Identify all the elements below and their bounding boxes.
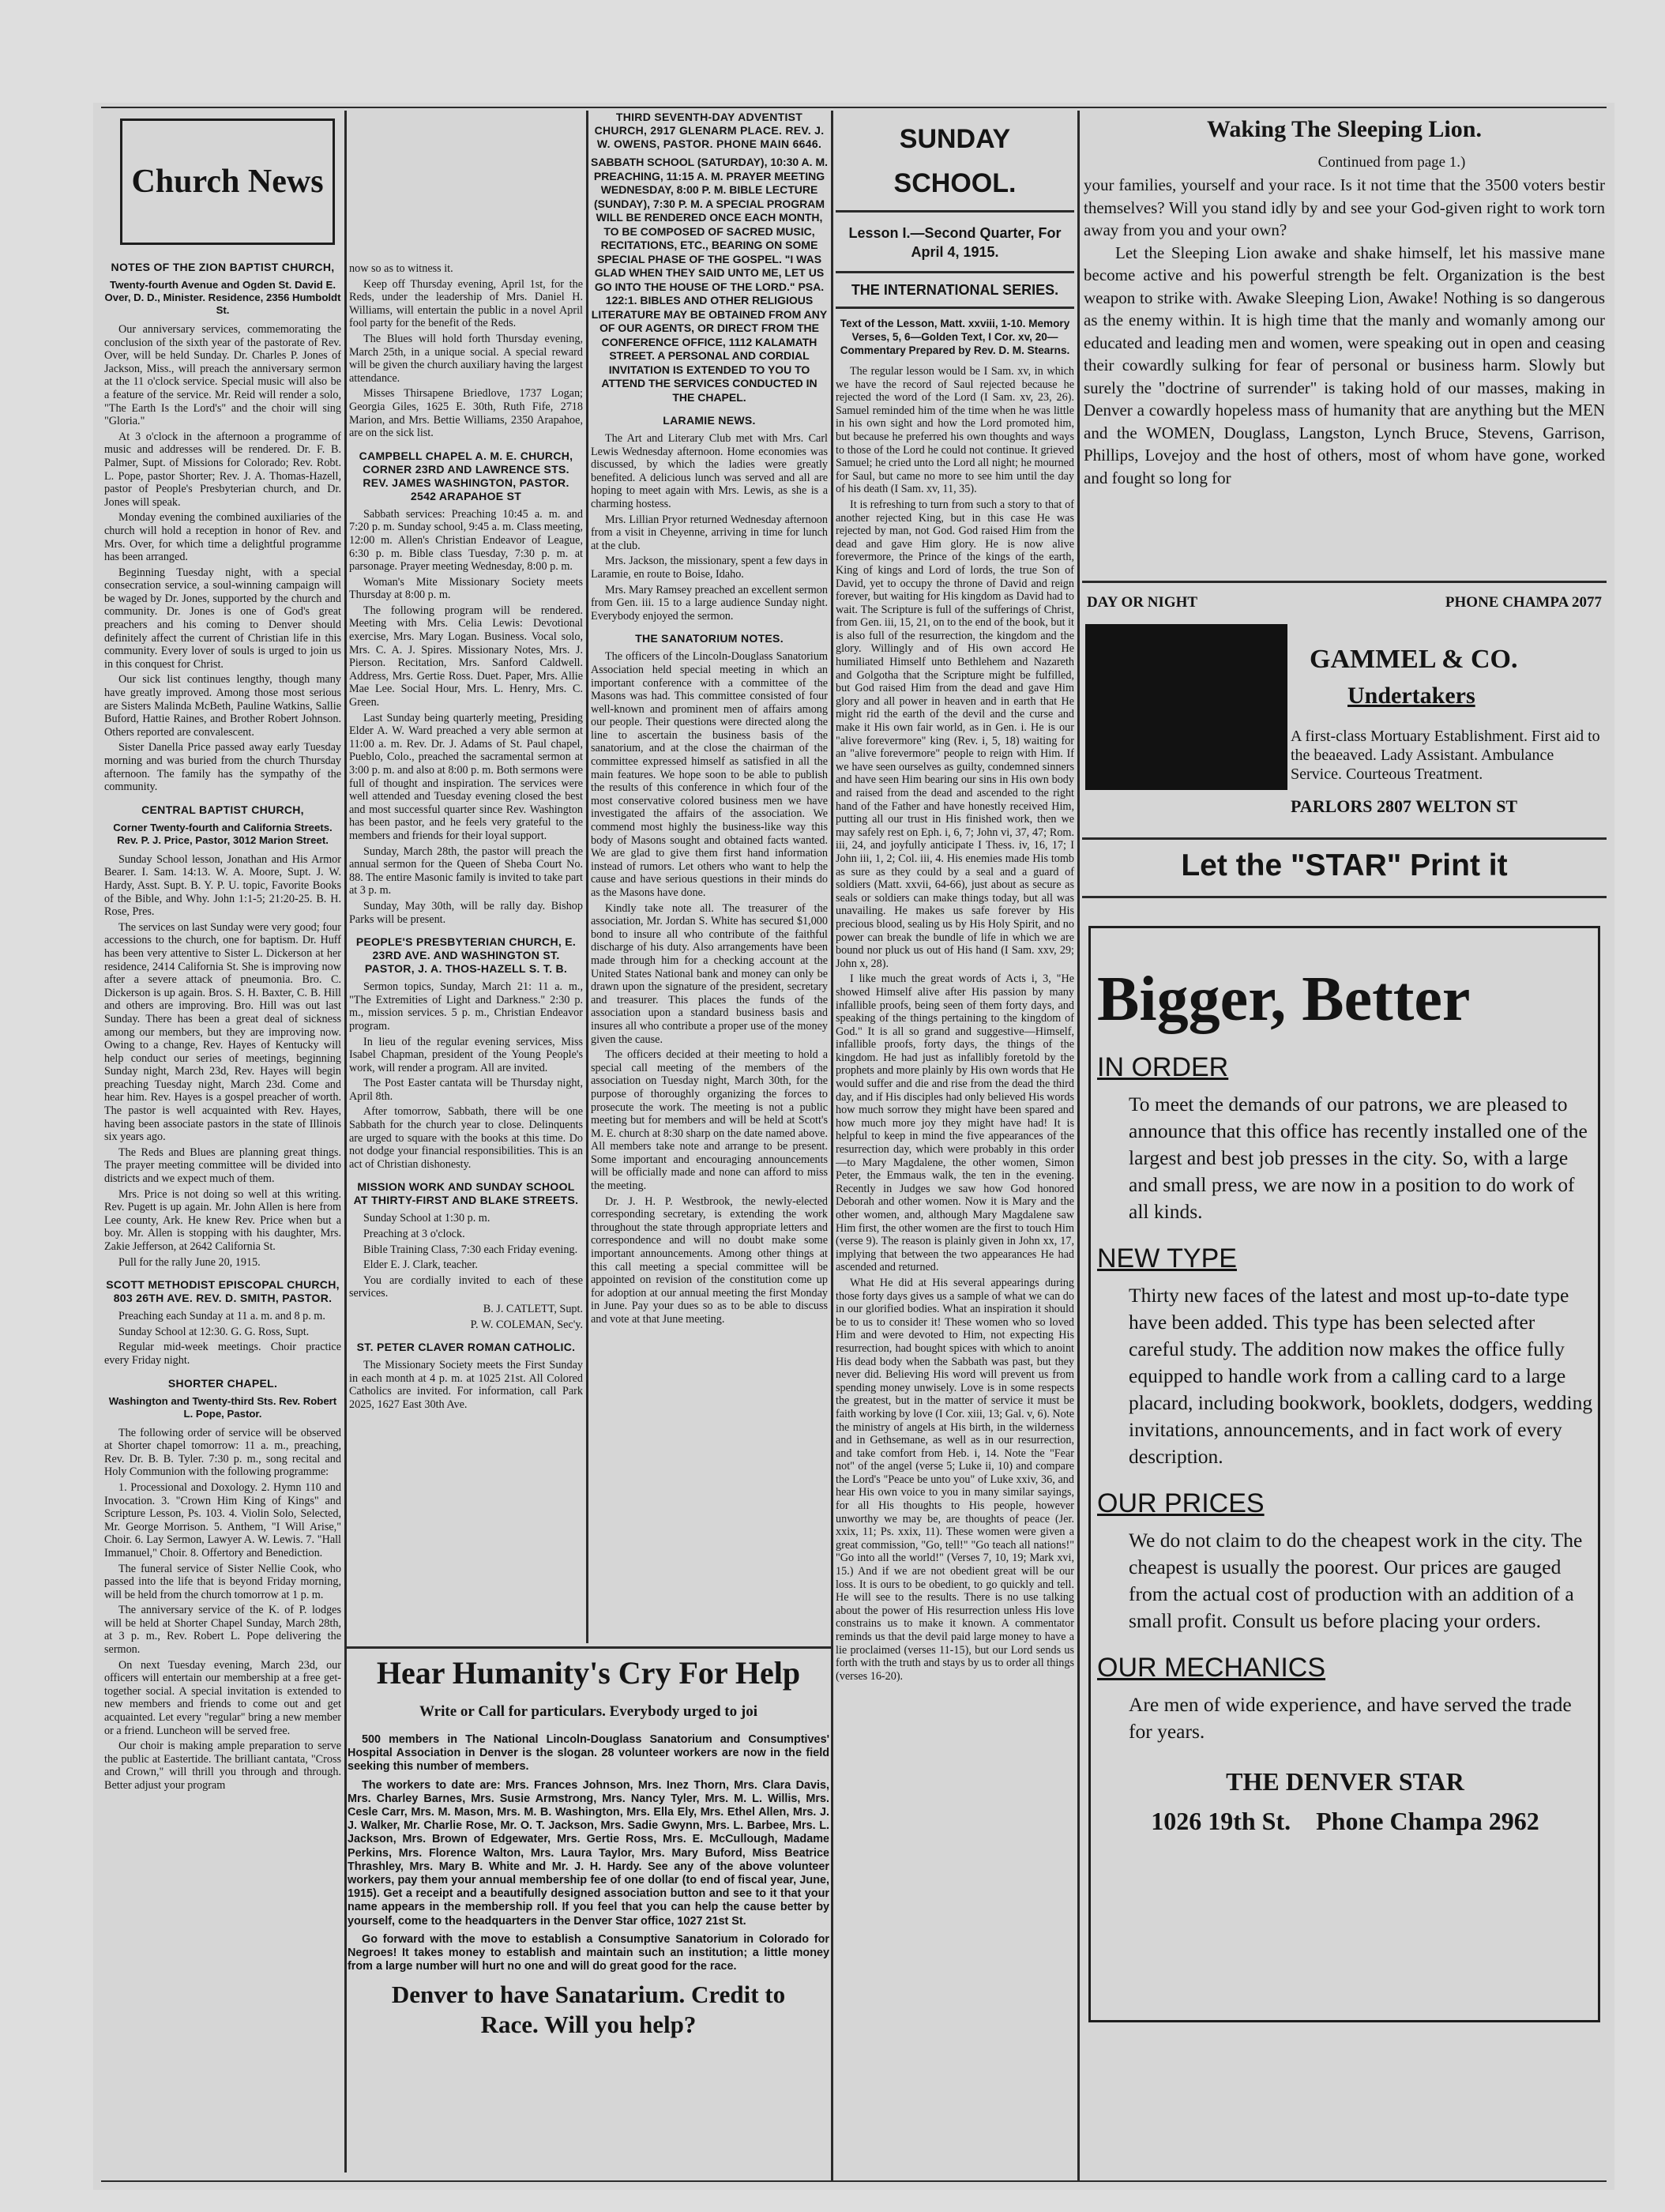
zion-heading: NOTES OF THE ZION BAPTIST CHURCH,: [111, 261, 335, 273]
lesson-paragraph: I like much the great words of Acts i, 3, "He showed Himself alive after His passion by many infallible proofs, being seen of them forty days, and speaking of the things pertaining to the kingdom of God." It is all so grand and suggestive—Himself, infallible proofs, forty days, the things of the kingdom. He had just as infallibly foretold by the prophets and more plainly by His own words that He would suffer and die and rise from the dead the third day, and if His disciples had only believed His words how much sorrow they might have been spared and how much more joy they might have had! It is helpful to keep in mind the five appearances of the resurrection day, which were probably in this order—to Mary Magdalene, the other women, Simon Peter, the Emmaus walk, the ten in the evening. Recently in Judges we saw how God honored Deborah and other women. Now it is Mary and the other women, and, although Mary Magdalene saw Him first, the other women are the first to touch Him (verse 9). The reason is plainly given in John xx, 17, implying that between the two appearances He had ascended and returned.: [836, 972, 1074, 1274]
mission-signature: P. W. COLEMAN, Sec'y.: [470, 1318, 583, 1331]
sanatorium-heading: THE SANATORIUM NOTES.: [635, 632, 784, 645]
humanity-paragraph: The workers to date are: Mrs. Frances Johnson, Mrs. Inez Thorn, Mrs. Clara Davis, Mrs. Charley Barnes, Mrs. Susie Armstrong, Mrs. Nancy Tyler, Mrs. M. L. Willis, Mrs. Cesle Carr, Mrs. M. Mason, Mrs. M. B. Washington, Mrs. Ella Ely, Mrs. Ethel Allen, Mrs. J. J. Walker, Mr. Charlie Rose, Mr. O. T. Jackson, Mrs. Sadie Gwynn, Mrs. L. Barbee, Mrs. L. Jackson, Mrs. Brown of Edgewater, Mrs. Gertie Ross, Mrs. E. McCullough, Madame Perkins, Mrs. Florence Walton, Mrs. Laura Taylor, Mrs. Mary Buford, Miss Beatrice Thrashley, Mrs. Mary B. White and Mr. J. H. Hardy. See any of the above volunteer workers, pay them your annual membership fee of one dollar (to end of fiscal year, June, 1915). Get a receipt and a beautifully designed association button and see to it that your name appears in the membership roll. If you feel that you can help the cause better by yourself, come to the headquarters in the Denver Star office, 1027 21st St.: [348, 1778, 829, 1928]
shorter-paragraph: The anniversary service of the K. of P. lodges will be held at Shorter Chapel Sunday, March 28th, at 3 p. m., Rev. Robert L. Pope delivering the sermon.: [104, 1604, 341, 1657]
laramie-paragraph: Mrs. Mary Ramsey preached an excellent sermon from Gen. iii. 15 to a large audience Sunday night. Everybody enjoyed the sermon.: [591, 583, 828, 623]
shorter-paragraph: 1. Processional and Doxology. 2. Hymn 110 and Invocation. 3. "Crown Him King of Kings" and Scripture Lesson, Ps. 103. 4. Violin Solo, Selected, Mr. George Morrison. 5. Anthem, "I Will Arise," Choir. 6. Lay Sermon, Lawyer A. W. Lewis. 7. "Hall Immanuel," Choir. 8. Offertory and Benediction.: [104, 1480, 341, 1559]
zion-paragraph: Beginning Tuesday night, with a special consecration service, a soul-winning campaign will be waged by Dr. Jones, supported by the church and community. Dr. Jones is one of God's great preachers and his coming to Denver should definitely affect the current of Christian life in this community. Every lover of souls is urged to join us in this conquest for Christ.: [104, 566, 341, 671]
zion-paragraph: Monday evening the combined auxiliaries of the church will hold a reception in honor of Rev. and Mrs. Over, for which time a delightful programme has been arranged.: [104, 511, 341, 564]
lesson-rule: [836, 271, 1074, 273]
mission-signature: B. J. CATLETT, Supt.: [483, 1303, 583, 1315]
star-paragraph: We do not claim to do the cheapest work in the city. The cheapest is usually the poorest. Our prices are gauged from the actual cost of production with an addition of a small profit. Consult us before placing your orders.: [1129, 1529, 1583, 1632]
denver-star-content: [1097, 928, 1593, 1838]
zion-paragraph: Sister Danella Price passed away early Tuesday morning and was buried from the church Thursday afternoon. The family has the sympathy of the community.: [104, 741, 341, 794]
star-address: 1026 19th St.: [1151, 1807, 1291, 1835]
mission-paragraph: You are cordially invited to each of these services.: [349, 1273, 583, 1300]
campbell-heading: CAMPBELL CHAPEL A. M. E. CHURCH, CORNER 23RD AND LAWRENCE STS. REV. JAMES WASHINGTON, PASTOR. 2542 ARAPAHOE ST: [359, 449, 573, 502]
peoples-paragraph: Sermon topics, Sunday, March 21: 11 a. m., "The Extremities of Light and Darkness." 2:30 p. m., mission services. 5 p. m., Christian Endeavor program.: [349, 980, 583, 1033]
column-rule-2: [586, 111, 588, 1643]
campbell-paragraph: Sabbath services: Preaching 10:45 a. m. and 7:20 p. m. Sunday school, 9:45 a. m. Class meeting, 12:00 m. Allen's Christian Endeavor of League, 6:30 p. m. Bible class Tuesday, 7:30 p. m. at parsonage. Prayer meeting Wednesday, 8:00 p. m.: [349, 507, 583, 574]
gammel-trade: Undertakers: [1347, 683, 1475, 709]
humanity-tagline: Race. Will you help?: [480, 2011, 697, 2039]
church-news-banner: [120, 118, 335, 245]
humanity-paragraph: Go forward with the move to establish a Consumptive Sanatorium in Colorado for Negroes! It takes money to establish and maintain such an institution; a little money from a large number will hurt no one and will do great good for the race.: [348, 1932, 829, 1973]
scott-paragraph: Preaching each Sunday at 11 a. m. and 8 p. m.: [118, 1310, 325, 1323]
campbell-paragraph: Last Sunday being quarterly meeting, Presiding Elder A. W. Ward preached a very able sermon at 11:00 a. m. Rev. Dr. J. Adams of St. Paul chapel, Pueblo, Colo., preached the sacramental sermon at 3:00 p. m. and also at 8:00 p. m. Both sermons were full of thought and inspiration. The services were well attended and Tuesday evening closed the best and most successful quarter since Rev. Washington has been pastor, and he feels very grateful to the members and friends for their loyal support.: [349, 711, 583, 842]
lesson-paragraph: What He did at His several appearings during those forty days gives us a sample of what we can do in our glorified bodies. What an inspiration it should be to us to consider it! These women who so loved Him and were devoted to Him, not expecting His resurrection, had bought spices with which to anoint His dead body when the Sabbath was past, but they never did. Believing His word will prevent us from spending money unwisely. Love is in some respects the greatest, but in the matter of service it must be faith working by love (I Cor. xiii, 13; Gal. v, 6). Note the ministry of angels at His birth, in the wilderness and in Gethsemane, as well as in our resurrection, and take comfort from Heb. i, 14. Note the "Fear not" of the angel (verse 5; Luke ii, 10) and compare the Lord's "Peace be unto you" of Luke xxiv, 36, and hear His own voice to you in many similar sayings, for all His thoughts to His people, however unworthy we may be, are thoughts of peace (Jer. xxix, 11; Ps. xxix, 11). These women were given a great commission, "Go, tell!" "Go teach all nations!" "Go into all the world!" (Verses 7, 10, 19; Mark xvi, 15.) And if we are not obedient great will be our loss. It is ours to be obedient, to go quickly and tell. He will see to the results. There is no use talking about the power of His resurrection unless His love constrains us to make it known. A commentator reminds us that the devil paid large money to have a lie proclaimed (verses 11-15), but our Lord sends us forth with the truth and stays by us to order all things (verses 16-20).: [836, 1276, 1074, 1683]
top-rule: [101, 107, 1607, 108]
mission-paragraph: Preaching at 3 o'clock.: [363, 1228, 465, 1241]
shorter-paragraph: The Blues will hold forth Thursday evening, March 25th, in a unique social. A special reward will be given the church auxiliary having the largest attendance.: [349, 332, 583, 385]
star-section-heading: NEW TYPE: [1097, 1243, 1237, 1273]
column-rule-1: [344, 111, 347, 2172]
star-phone: Phone Champa 2962: [1316, 1807, 1539, 1835]
gammel-ad: [1084, 583, 1605, 836]
column-rule-3: [831, 111, 833, 2180]
lion-paragraph: your families, yourself and your race. Is it not time that the 3500 voters bestir themselves? Will you stand idly by and see your God-given right to work torn away from you and your own?: [1084, 175, 1605, 239]
lesson-paragraph: The regular lesson would be I Sam. xv, in which we have the record of Saul rejected because he rejected the word of the Lord (I Sam. xv, 23, 26). Samuel reminded him of the time when he was little in his own sight and how the Lord promoted him, but because he preferred his own thoughts and ways to those of the Lord he could not continue. It grieved Samuel; he cried unto the Lord all night; he mourned for Saul, but came no more to see him until the day of his death (I Sam. xv, 11, 35).: [836, 365, 1074, 496]
star-section-heading: OUR MECHANICS: [1097, 1653, 1326, 1683]
zion-subheading: Twenty-fourth Avenue and Ogden St. David E. Over, D. D., Minister. Residence, 2356 Humboldt St.: [104, 279, 341, 316]
central-paragraph: The services on last Sunday were very good; four accessions to the church, one for baptism. Dr. Huff has been very attentive to Sister L. Dickerson at her residence, 2414 California St. She is improving now after a severe attack of pneumonia. Bro. C. Dickerson is up again. Bros. S. H. Baxter, C. B. Hill and others are improving. Bro. Hill was out last Sunday. There has been a great deal of sickness among our members, but they are improving now. Owing to a change, Rev. Hayes of Kentucky will help conduct our series of meetings, beginning Sunday night, March 23d, Rev. Hayes will begin preaching Tuesday night, March 23d. Come and hear him. Rev. Hayes is a gospel preacher of worth. The pastor is well acquainted with Rev. Hayes, having been associate pastors in the state of Illinois six years ago.: [104, 920, 341, 1144]
claver-heading: ST. PETER CLAVER ROMAN CATHOLIC.: [356, 1341, 576, 1354]
shorter-continued: now so as to witness it.: [349, 262, 453, 275]
laramie-paragraph: Mrs. Lillian Pryor returned Wednesday afternoon from a visit in Cheyenne, arriving in time for lunch at the club.: [591, 513, 828, 552]
church-news-title: Church News: [131, 164, 324, 200]
scott-heading: SCOTT METHODIST EPISCOPAL CHURCH, 803 26TH AVE. REV. D. SMITH, PASTOR.: [106, 1278, 340, 1305]
lion-body: [1084, 174, 1605, 489]
adventist-schedule: SABBATH SCHOOL (SATURDAY), 10:30 A. M. PREACHING, 11:15 A. M. PRAYER MEETING WEDNESDAY, 8:00 P. M. BIBLE LECTURE (SUNDAY), 7:30 P. M. A SPECIAL PROGRAM WILL BE RENDERED ONCE EACH MONTH, TO BE COMPOSED OF SACRED MUSIC, RECITATIONS, ETC., BEARING ON SOME SPECIAL PHASE OF THE GOSPEL. "I WAS GLAD WHEN THEY SAID UNTO ME, LET US GO INTO THE HOUSE OF THE LORD." PSA. 122:1. BIBLES AND OTHER RELIGIOUS LITERATURE MAY BE OBTAINED FROM ANY OF OUR AGENTS, OR DIRECT FROM THE CONFERENCE OFFICE, 1112 KALAMATH STREET. A PERSONAL AND CORDIAL INVITATION IS EXTENDED TO YOU TO ATTEND THE SERVICES CONDUCTED IN THE CHAPEL.: [591, 156, 828, 404]
column-1: [104, 251, 341, 2179]
lion-continued: Continued from page 1.): [1317, 154, 1466, 171]
shorter-paragraph: Keep off Thursday evening, April 1st, for the Reds, under the leadership of Mrs. Daniel H. Williams, will entertain the public in a novel April fool party for the benefit of the Reds.: [349, 277, 583, 330]
campbell-paragraph: The following program will be rendered. Meeting with Mrs. Celia Lewis: Devotional exercise, Mrs. Mary Logan. Business. Vocal solo, Mrs. C. A. J. Spires. Missionary Notes, Mrs. J. Pierson. Recitation, Mrs. Sanford Caldwell. Address, Mrs. Gertie Ross. Duet. Paper, Mrs. Allie Mae Lee. Social Hour, Mrs. L. Henry, Mrs. C. Green.: [349, 604, 583, 709]
star-section-heading: IN ORDER: [1097, 1052, 1229, 1082]
scott-paragraph: Regular mid-week meetings. Choir practice every Friday night.: [104, 1341, 341, 1367]
shorter-paragraph: Our choir is making ample preparation to serve the public at Eastertide. The brilliant cantata, "Cross and Crown," will thrill you through and through. Better adjust your program: [104, 1740, 341, 1792]
lesson-number: Lesson I.—Second Quarter, For April 4, 1915.: [848, 225, 1062, 260]
peoples-heading: PEOPLE'S PRESBYTERIAN CHURCH, E. 23RD AVE. AND WASHINGTON ST. PASTOR, J. A. THOS-HAZELL S. T. B.: [355, 935, 577, 976]
sunday-school-rule: [836, 210, 1074, 213]
central-paragraph: Mrs. Price is not doing so well at this writing. Rev. Pugett is up again. Mr. John Allen is here from Lee county, Ark. He knew Rev. Price when but a boy. Mr. Allen is stopping with his daughter, Mrs. Zakie Jefferson, at 2642 California St.: [104, 1187, 341, 1253]
adventist-heading: THIRD SEVENTH-DAY ADVENTIST CHURCH, 2917 GLENARM PLACE. REV. J. W. OWENS, PASTOR. PHONE MAIN 6646.: [594, 111, 825, 150]
gammel-description: A first-class Mortuary Establishment. First aid to the beaeaved. Lady Assistant. Ambulance Service. Courteous Treatment.: [1291, 728, 1600, 783]
mission-heading: MISSION WORK AND SUNDAY SCHOOL AT THIRTY-FIRST AND BLAKE STREETS.: [353, 1180, 579, 1207]
star-contact: [1097, 1804, 1593, 1838]
column-2: [349, 262, 583, 1605]
scott-paragraph: Sunday School at 12:30. G. G. Ross, Supt.: [118, 1325, 310, 1338]
gammel-phone: PHONE CHAMPA 2077: [1445, 594, 1602, 611]
humanity-title: Hear Humanity's Cry For Help: [376, 1655, 801, 1691]
series-title: THE INTERNATIONAL SERIES.: [851, 282, 1059, 298]
shorter-paragraph: The following order of service will be observed at Shorter chapel tomorrow: 11 a. m., preaching, Rev. Dr. B. B. Tyler. 7:30 p. m., song recital and Holy Communion with the following programme:: [104, 1426, 341, 1479]
gammel-name: GAMMEL & CO.: [1310, 645, 1518, 674]
star-print-line: Let the "STAR" Print it: [1181, 848, 1508, 882]
humanity-tagline: Denver to have Sanatarium. Credit to: [391, 1981, 786, 2009]
sanatorium-paragraph: The officers of the Lincoln-Douglass Sanatorium Association held special meeting in which an important conference with a committee of the Masons was had. This committee consisted of four well-known and prominent men of affairs among our people. Their questions were directed along the line to ascertain the business basis of the sanatorium, and at the close the chairman of the committee expressed himself as satisfied in all the main features. We hope soon to be able to publish the results of this conference in which four of the most conservative colored business men we have investigated the affairs of the association. We commend most highly the business-like way this body of Masons sought and obtained facts wanted. We are glad to give them first hand information instead of rumors. Let others who want to help the cause and have serious questions in their minds do as the Masons have done.: [591, 650, 828, 899]
gammel-parlors: PARLORS 2807 WELTON ST: [1291, 796, 1518, 816]
claver-paragraph: The Missionary Society meets the First Sunday in each month at 4 p. m. at 1025 21st. All Colored Catholics are invited. For information, call Park 2025, 1627 East 30th Ave.: [349, 1359, 583, 1411]
laramie-paragraph: Mrs. Jackson, the missionary, spent a few days in Laramie, en route to Boise, Idaho.: [591, 555, 828, 581]
zion-paragraph: Our sick list continues lengthy, though many have greatly improved. Among those most serious are Sisters Malinda McBeth, Pauline Watkins, Sallie Buford, Hattie Raines, and Brother Robert Johnson. Others reported are convalescent.: [104, 673, 341, 739]
star-headline: Bigger, Better: [1097, 965, 1471, 1034]
lesson-text-reference: Text of the Lesson, Matt. xxviii, 1-10. Memory Verses, 5, 6—Golden Text, I Cor. xv, 20—Commentary Prepared by Rev. D. M. Stearns.: [840, 318, 1070, 356]
campbell-paragraph: Woman's Mite Missionary Society meets Thursday at 8:00 p. m.: [349, 575, 583, 602]
shorter-heading: SHORTER CHAPEL.: [167, 1376, 278, 1390]
column-4: [836, 112, 1074, 2174]
peoples-paragraph: The Post Easter cantata will be Thursday night, April 8th.: [349, 1077, 583, 1103]
humanity-ad: [348, 1653, 829, 2176]
campbell-paragraph: Sunday, March 28th, the pastor will preach the annual sermon for the Queen of Sheba Court No. 88. The entire Masonic family is invited to take part at 3 p. m.: [349, 845, 583, 897]
sunday-school-title: SUNDAY SCHOOL.: [893, 124, 1017, 198]
lesson-paragraph: It is refreshing to turn from such a story to that of another rejected King, but in this case He was rejected by man, not God. God raised Him from the dead and gave Him glory. He is now alive forevermore, the Prince of the kings of the earth, King of kings and Lord of lords, the true Son of David, yet to occupy the throne of David and reign forever, but waiting for His kingdom as David had to wait. The Scripture is full of the sufferings of Christ, from Gen. iii, 15, 21, on to the end of the book, but it is also full of the resurrection, the kingdom and the glory. Willingly and of His own accord He humiliated Himself unto Bethlehem and Nazareth and Golgotha that the Scripture might be fulfilled, but God raised Him from the dead and gave Him glory and all power in heaven and in earth that He might rid the earth of the devil and the curse and make it His own fair world, as in Gen. i. He is our "alive forevermore" king (Rev. i, 5, 18) waiting for an "alive forevermore" people to reign with Him. If we have seen ourselves as guilty, condemned sinners and have seen Him bearing our sins in His own body and raised from the dead and ascended to the right hand of the Father and have honestly received Him, putting all our trust in His finished work, then we may safely rest on Eph. i, 6, 7; John vi, 37, 47; Rom. iii, 24, and joyfully anticipate I Thess. iv, 16, 17; I John iii, 1, 2; Col. iii, 4. His enemies made His tomb as sure as they could by a seal and a guard of soldiers (Matt. xxvii, 64-66), just about as secure as seals or soldiers can make things today, but all was unavailing. He makes us safe forever by His precious blood, sealing us by His Holy Spirit, and no power can break the bundle of life in which we are bound nor pluck us out of His hand (I Sam. xxv, 29; John x, 28).: [836, 498, 1074, 970]
laramie-heading: LARAMIE NEWS.: [663, 414, 756, 427]
sanatorium-paragraph: Dr. J. H. P. Westbrook, the newly-elected corresponding secretary, is extending the work throughout the state through appropriate letters and correspondence and will no doubt make some important announcements. Among other things at this call meeting a special committee will be appointed on revision of the constitution come up for adoption at our annual meeting the first Monday in June. Pay your dues so as to be able to discuss and vote at that June meeting.: [591, 1194, 828, 1326]
shorter-paragraph: Misses Thirsapene Briedlove, 1737 Logan; Georgia Giles, 1625 E. 30th, Ruth Fife, 2718 Marion, and Mrs. Bettie Williams, 2350 Arapahoe, are on the sick list.: [349, 387, 583, 440]
shorter-paragraph: The funeral service of Sister Nellie Cook, who passed into the life that is beyond Friday morning, will be held from the church tomorrow at 1 p. m.: [104, 1562, 341, 1601]
gammel-black-block: [1085, 624, 1287, 790]
humanity-subtitle: Write or Call for particulars. Everybody urged to joi: [419, 1703, 757, 1720]
shorter-paragraph: On next Tuesday evening, March 23d, our officers will entertain our membership at a free get-together social. A special invitation is extended to new members and friends to come out and get acquainted. Let every "regular" bring a new member or a friend. Luncheon will be served free.: [104, 1658, 341, 1737]
mission-paragraph: Elder E. J. Clark, teacher.: [363, 1258, 478, 1272]
column-3: [591, 109, 828, 1646]
peoples-paragraph: In lieu of the regular evening services, Miss Isabel Chapman, president of the Young People's work, will render a program. All are invited.: [349, 1035, 583, 1074]
zion-paragraph: At 3 o'clock in the afternoon a programme of music and addresses will be rendered. Dr. F. B. Palmer, Supt. of Missions for Colorado; Rev. Robt. L. Pope, pastor Shorter; Rev. J. A. Thomas-Hazell, pastor of People's Presbyterian church, and Dr. Jones will speak.: [104, 430, 341, 509]
gammel-bottom-rule: [1082, 837, 1607, 840]
sanatorium-paragraph: The officers decided at their meeting to hold a special call meeting of the members of the association on Tuesday night, March 30th, for the purpose of thoroughly organizing the forces to prosecute the work. The meeting is not a public meeting but for members and will be held at Scott's M. E. church at 8:30 sharp on the date named above. All members take note and arrange to be present. Some important and encouraging announcements will be officially made and none can afford to miss the meeting.: [591, 1048, 828, 1193]
central-paragraph: Pull for the rally June 20, 1915.: [118, 1255, 261, 1269]
star-section-heading: OUR PRICES: [1097, 1488, 1265, 1518]
peoples-paragraph: After tomorrow, Sabbath, there will be one Sabbath for the church year to close. Delinquents are urged to square with the books at this time. Do not dodge your financial responsibilities. This is an act of Christian dishonesty.: [349, 1105, 583, 1171]
bottom-rule: [101, 2180, 1607, 2182]
series-rule: [836, 307, 1074, 309]
column-rule-4: [1077, 111, 1080, 2180]
campbell-paragraph: Sunday, May 30th, will be rally day. Bishop Parks will be present.: [349, 899, 583, 926]
star-paragraph: To meet the demands of our patrons, we are pleased to announce that this office has recently installed one of the largest and best job presses in the city. So, with a large and small press, we are now in a position to do work of all kinds.: [1129, 1093, 1588, 1223]
lion-paragraph: Let the Sleeping Lion awake and shake himself, let his massive mane become active and his powerful strength be felt. Organization is the best weapon to strike with. Awake Sleeping Lion, Awake! Nothing is so dangerous as the enemy within. It is high time that the manly and womanly among our educated and leading men and women, were speaking out in open and ceasing their cowardly sulking for fear of personal or business harm. Slowly but surely the "doctrine of surrender" is taking hold of our masses, making in Denver a cowardly hopeless mass of humanity that are anything but the MEN and the WOMEN, Douglass, Langston, Lynch Bruce, Stevens, Garrison, Phillips, Lovejoy and the host of others, most of whom have gone, worked and fought so long for: [1084, 243, 1605, 487]
gammel-day-night: DAY OR NIGHT: [1087, 594, 1198, 611]
laramie-paragraph: The Art and Literary Club met with Mrs. Carl Lewis Wednesday afternoon. Home economies was discussed, by which the ladies were greatly benefited. A delicious lunch was served and all are hoping to meet again with Mrs. Lewis, as she is a charming hostess.: [591, 432, 828, 510]
lion-title: Waking The Sleeping Lion.: [1207, 116, 1482, 142]
humanity-paragraph: 500 members in The National Lincoln-Douglass Sanatorium and Consumptives' Hospital Association in Denver is the slogan. 28 volunteer workers are now in the field seeking this number of members.: [348, 1733, 829, 1774]
central-paragraph: The Reds and Blues are planning great things. The prayer meeting committee will be divided into districts and we expect much of them.: [104, 1146, 341, 1186]
humanity-top-rule: [346, 1646, 832, 1649]
mission-paragraph: Sunday School at 1:30 p. m.: [363, 1212, 490, 1225]
star-paper-name: THE DENVER STAR: [1226, 1767, 1464, 1796]
star-line-rule: [1082, 896, 1607, 898]
shorter-subheading: Washington and Twenty-third Sts. Rev. Robert L. Pope, Pastor.: [108, 1394, 337, 1420]
star-paragraph: Are men of wide experience, and have served the trade for years.: [1129, 1693, 1572, 1743]
mission-paragraph: Bible Training Class, 7:30 each Friday evening.: [363, 1243, 578, 1256]
central-subheading: Corner Twenty-fourth and California Streets. Rev. P. J. Price, Pastor, 3012 Marion Street.: [113, 821, 333, 846]
waking-lion: [1084, 109, 1605, 487]
denver-star-ad: [1088, 926, 1600, 2022]
star-paragraph: Thirty new faces of the latest and most up-to-date type have been added. This type has been selected after careful study. The addition now makes the office fully equipped to handle work from a calling card to a large placard, including bookwork, booklets, dodgers, wedding invitations, announcements, and in fact work of every description.: [1129, 1284, 1593, 1468]
zion-paragraph: Our anniversary services, commemorating the conclusion of the sixth year of the pastorate of Rev. Over, will be held Sunday. Dr. Charles P. Jones of Jackson, Miss., will preach the anniversary sermon at the 11 o'clock service. Special music will also be a feature of the service. Mr. Reid will render a solo, "The Earth Is the Lord's" and the choir will sing "Gloria.": [104, 323, 341, 428]
central-heading: CENTRAL BAPTIST CHURCH,: [141, 803, 304, 816]
central-paragraph: Sunday School lesson, Jonathan and His Armor Bearer. I. Sam. 14:13. W. A. Moore, Supt. J. W. Hardy, Asst. Supt. B. Y. P. U. topic, Favorite Books of the Bible, and Why. John 1:1-5; 21:20-25. B. H. Rose, Pres.: [104, 852, 341, 919]
sanatorium-paragraph: Kindly take note all. The treasurer of the association, Mr. Jordan S. White has secured $1,000 bond to insure all who contribute of the faithful discharge of his duty. Also arrangements have been made through him for a checking account at the United States National bank and money can only be drawn upon the signature of the president, secretary and treasurer. This places the funds of the association upon a standard business basis and insures all who contribute a proper use of the money given the cause.: [591, 901, 828, 1046]
